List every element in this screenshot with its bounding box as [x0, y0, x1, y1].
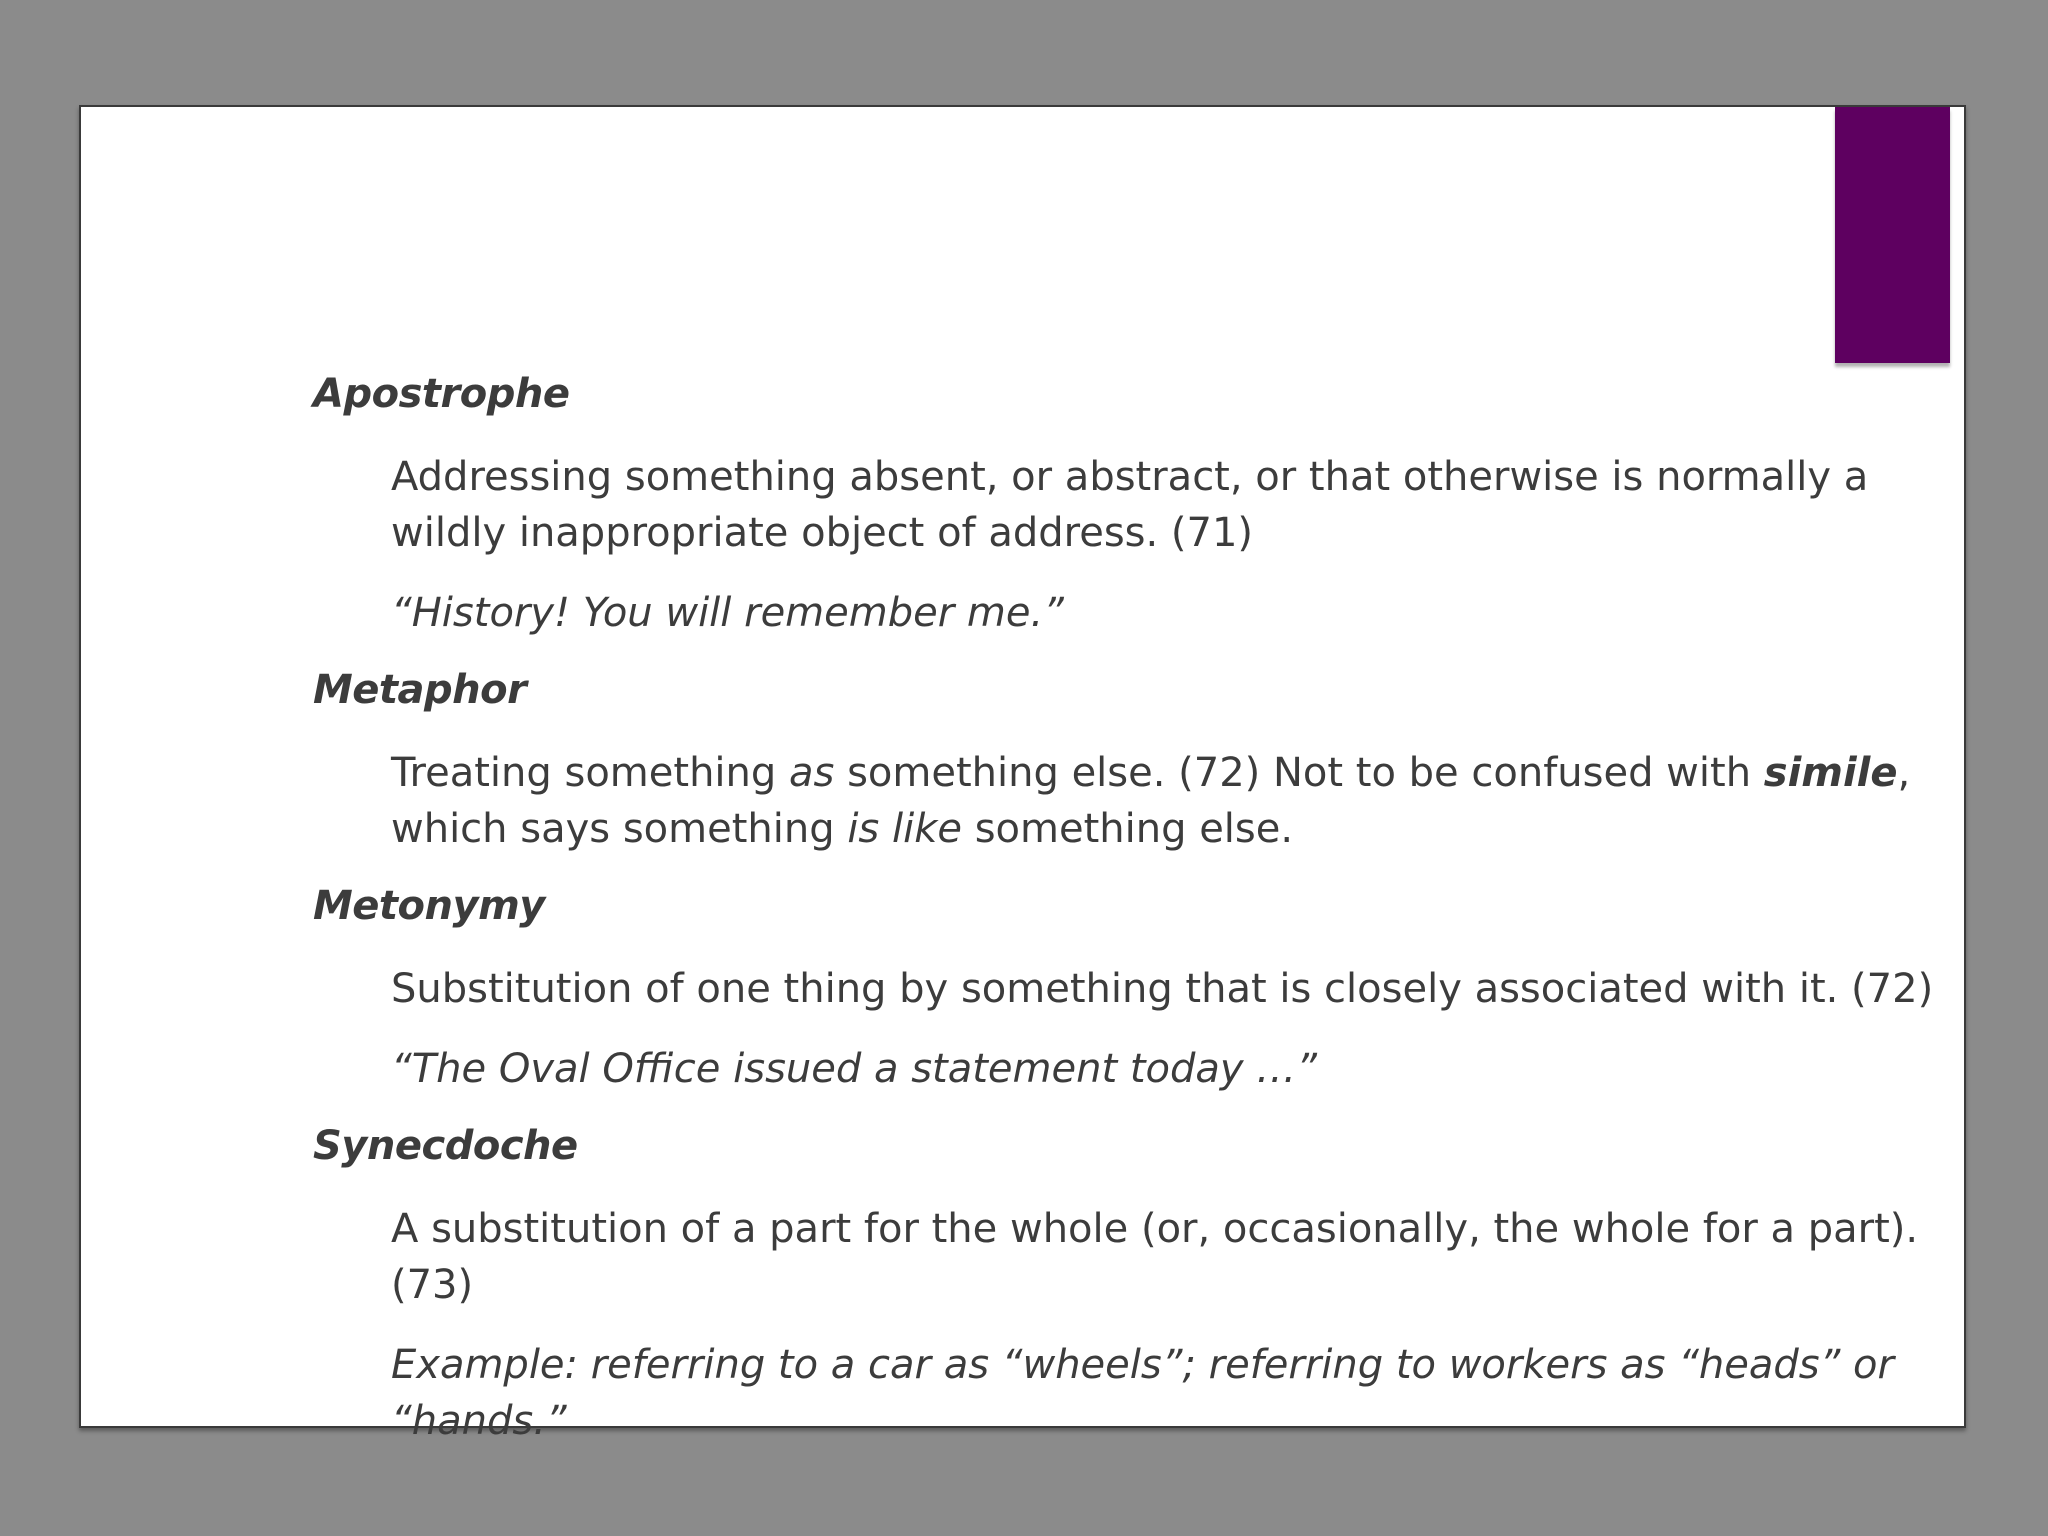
- term-metonymy: Metonymy: [313, 883, 545, 929]
- term-synecdoche: Synecdoche: [313, 1123, 578, 1169]
- definition-text: , which says something: [391, 750, 1911, 852]
- slide-content: [313, 369, 1993, 1473]
- example-apostrophe: “History! You will remember me.”: [391, 590, 1064, 636]
- term-metaphor: Metaphor: [313, 667, 527, 713]
- definition-apostrophe: Addressing something absent, or abstract, or that otherwise is normally a wildly inappropriate object of address. (71): [391, 454, 1869, 556]
- definition-synecdoche: A substitution of a part for the whole (or, occasionally, the whole for a part). (73): [391, 1206, 1919, 1308]
- emphasis-text: is like: [847, 806, 962, 852]
- definition-text: Treating something: [391, 750, 789, 796]
- definition-text: something else. (72) Not to be confused with: [834, 750, 1764, 796]
- definition-text: something else.: [961, 806, 1294, 852]
- emphasis-text: as: [789, 750, 835, 796]
- accent-bar: [1835, 107, 1950, 363]
- definition-metonymy: Substitution of one thing by something that is closely associated with it. (72): [391, 966, 1934, 1012]
- example-metonymy: “The Oval Office issued a statement today …”: [391, 1046, 1318, 1092]
- example-synecdoche: Example: referring to a car as “wheels”; referring to workers as “heads” or “hands.”: [391, 1342, 1894, 1444]
- definition-metaphor: [391, 745, 1991, 857]
- term-apostrophe: Apostrophe: [313, 371, 570, 417]
- keyword-simile: simile: [1763, 750, 1898, 796]
- slide: [79, 105, 1966, 1444]
